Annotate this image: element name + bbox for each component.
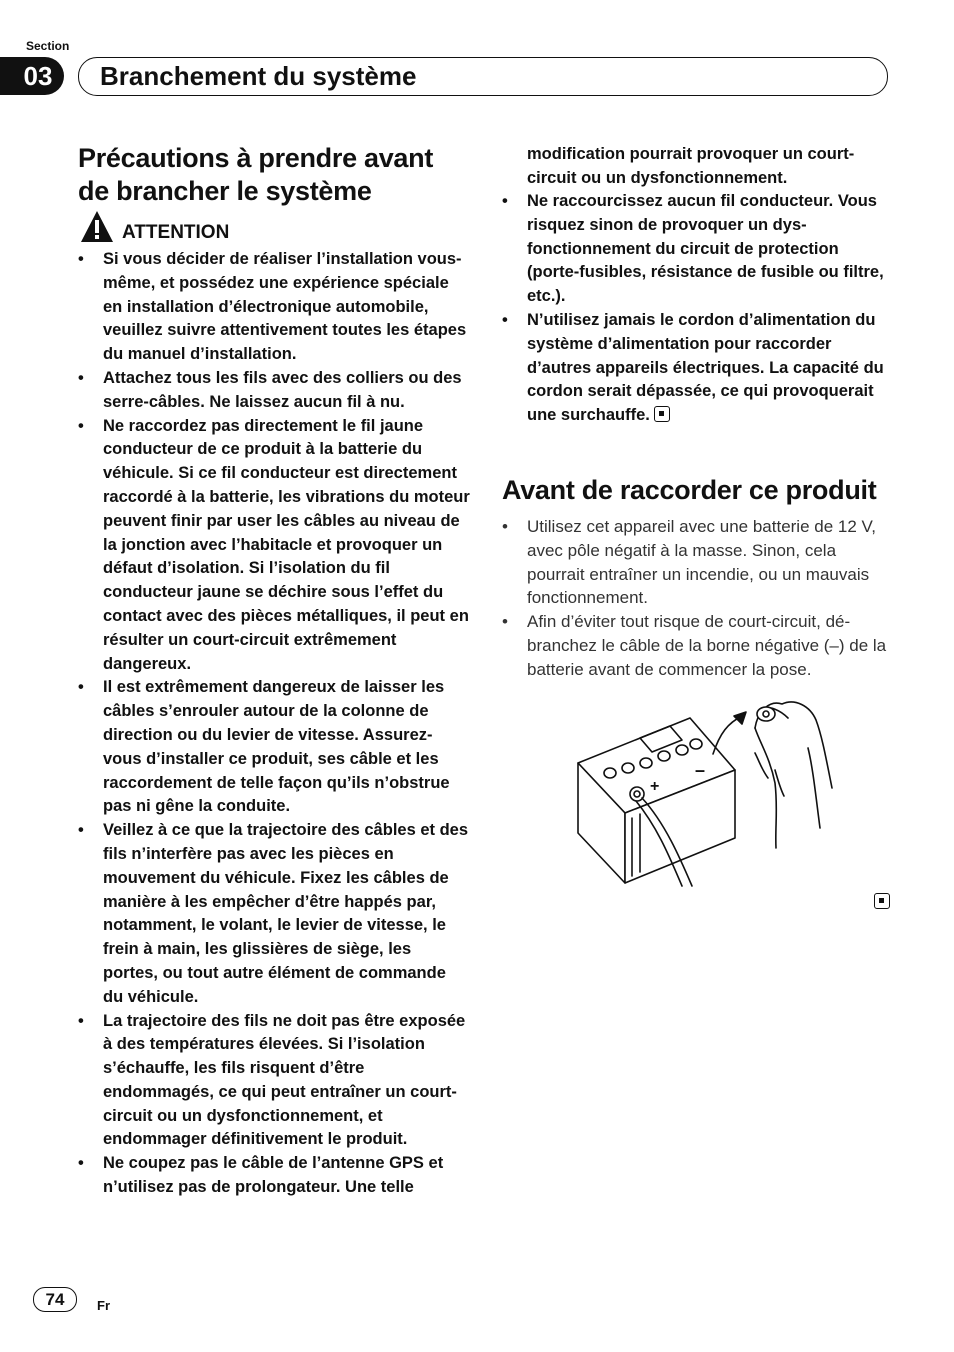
- list-item-text: N’utilisez jamais le cordon d’alimentation du système d’alimentation pour raccorder d’autres appareils électriques. La capacité du cordon serait dépassée, ce qui provoquerait une surchauffe.: [527, 310, 884, 425]
- precautions-continuation: modification pourrait provoquer un court-circuit ou un dysfonctionnement.: [527, 145, 855, 187]
- language-code: Fr: [97, 1298, 110, 1313]
- section-title: Branchement du système: [100, 61, 417, 91]
- precautions-heading: [78, 142, 478, 208]
- precautions-list: [78, 248, 470, 1200]
- list-item: • Afin d’éviter tout risque de court-circuit, débranchez le câble de la borne négative (–) de la batterie avant de commencer la pose.: [502, 610, 894, 681]
- section-number-badge: 03: [0, 57, 64, 95]
- list-item: • Utilisez cet appareil avec une batterie de 12 V, avec pôle négatif à la masse. Sinon, cela pourrait entraîner un incendie, ou un mauvais fonctionnement.: [502, 515, 894, 610]
- list-item: • Veillez à ce que la trajectoire des câbles et des fils n’interfère pas avec les pièces en mouvement du véhicule. Fixez les câbles de manière à les empêcher d’être happés par, notamment, le volant, le levier de vitesse, le frein à main, les glissières de siège, les portes, ou tout autre élément de commande du véhicule.: [78, 819, 470, 1009]
- list-item: • Il est extrêmement dangereux de laisser les câbles s’enrouler autour de la colonne de direction ou du levier de vitesse. Assurez-vous d’installer ce produit, ses câble et les raccordement de telle façon qu’ils n’obstrue pas ni gêne la conduite.: [78, 676, 470, 819]
- battery-disconnect-illustration: [570, 688, 845, 888]
- list-item: • Si vous décider de réaliser l’installation vous-même, et possédez une expérience spéciale en installation d’électronique automobile, veuillez suivre attentivement toutes les étapes du manuel d’installation.: [78, 248, 470, 367]
- list-item: [502, 309, 894, 428]
- avant-heading: Avant de raccorder ce produit: [502, 475, 877, 505]
- plus-sign: +: [650, 778, 660, 795]
- section-label: Section: [26, 39, 70, 53]
- list-item: • La trajectoire des fils ne doit pas être exposée à des températures élevées. Si l’isolation s’échauffe, les fils risquent d’être endommagés, ce qui peut entraîner un court-circuit ou un dysfonctionnement, et endommager définitivement le produit.: [78, 1010, 470, 1153]
- attention-label: ATTENTION: [122, 222, 230, 243]
- avant-list: [502, 515, 894, 682]
- end-of-section-icon: [654, 406, 670, 422]
- minus-sign: –: [695, 760, 706, 780]
- end-of-section-icon: [874, 893, 890, 909]
- warning-triangle-icon: [80, 210, 114, 244]
- precautions-heading-line1: Précautions à prendre avant: [78, 143, 434, 173]
- list-item: • Attachez tous les fils avec des colliers ou des serre-câbles. Ne laissez aucun fil à nu.: [78, 367, 470, 415]
- list-item: • Ne raccordez pas directement le fil jaune conducteur de ce produit à la batterie du véhicule. Si ce fil conducteur est directement raccordé à la batterie, les vibrations du moteur peuvent finir par user les câbles au niveau de la jonction avec l’habitacle et provoquer un défaut d’isolation. Si l’isolation du fil conducteur jaune se déchire sous l’effet du contact avec des pièces métalliques, il peut en résulter un court-circuit extrêmement dangereux.: [78, 415, 470, 677]
- precautions-heading-line2: de brancher le système: [78, 176, 372, 206]
- list-item: • Ne raccourcissez aucun fil conducteur. Vous risquez sinon de provoquer un dysfonctionnement du circuit de protection (porte-fusibles, résistance de fusible ou filtre, etc.).: [502, 190, 894, 309]
- attention-banner: [80, 210, 229, 244]
- page-number: 74: [33, 1287, 77, 1312]
- list-item: • Ne coupez pas le câble de l’antenne GPS et n’utilisez pas de prolongateur. Une telle: [78, 1152, 470, 1200]
- precautions-list-continued: [502, 190, 894, 428]
